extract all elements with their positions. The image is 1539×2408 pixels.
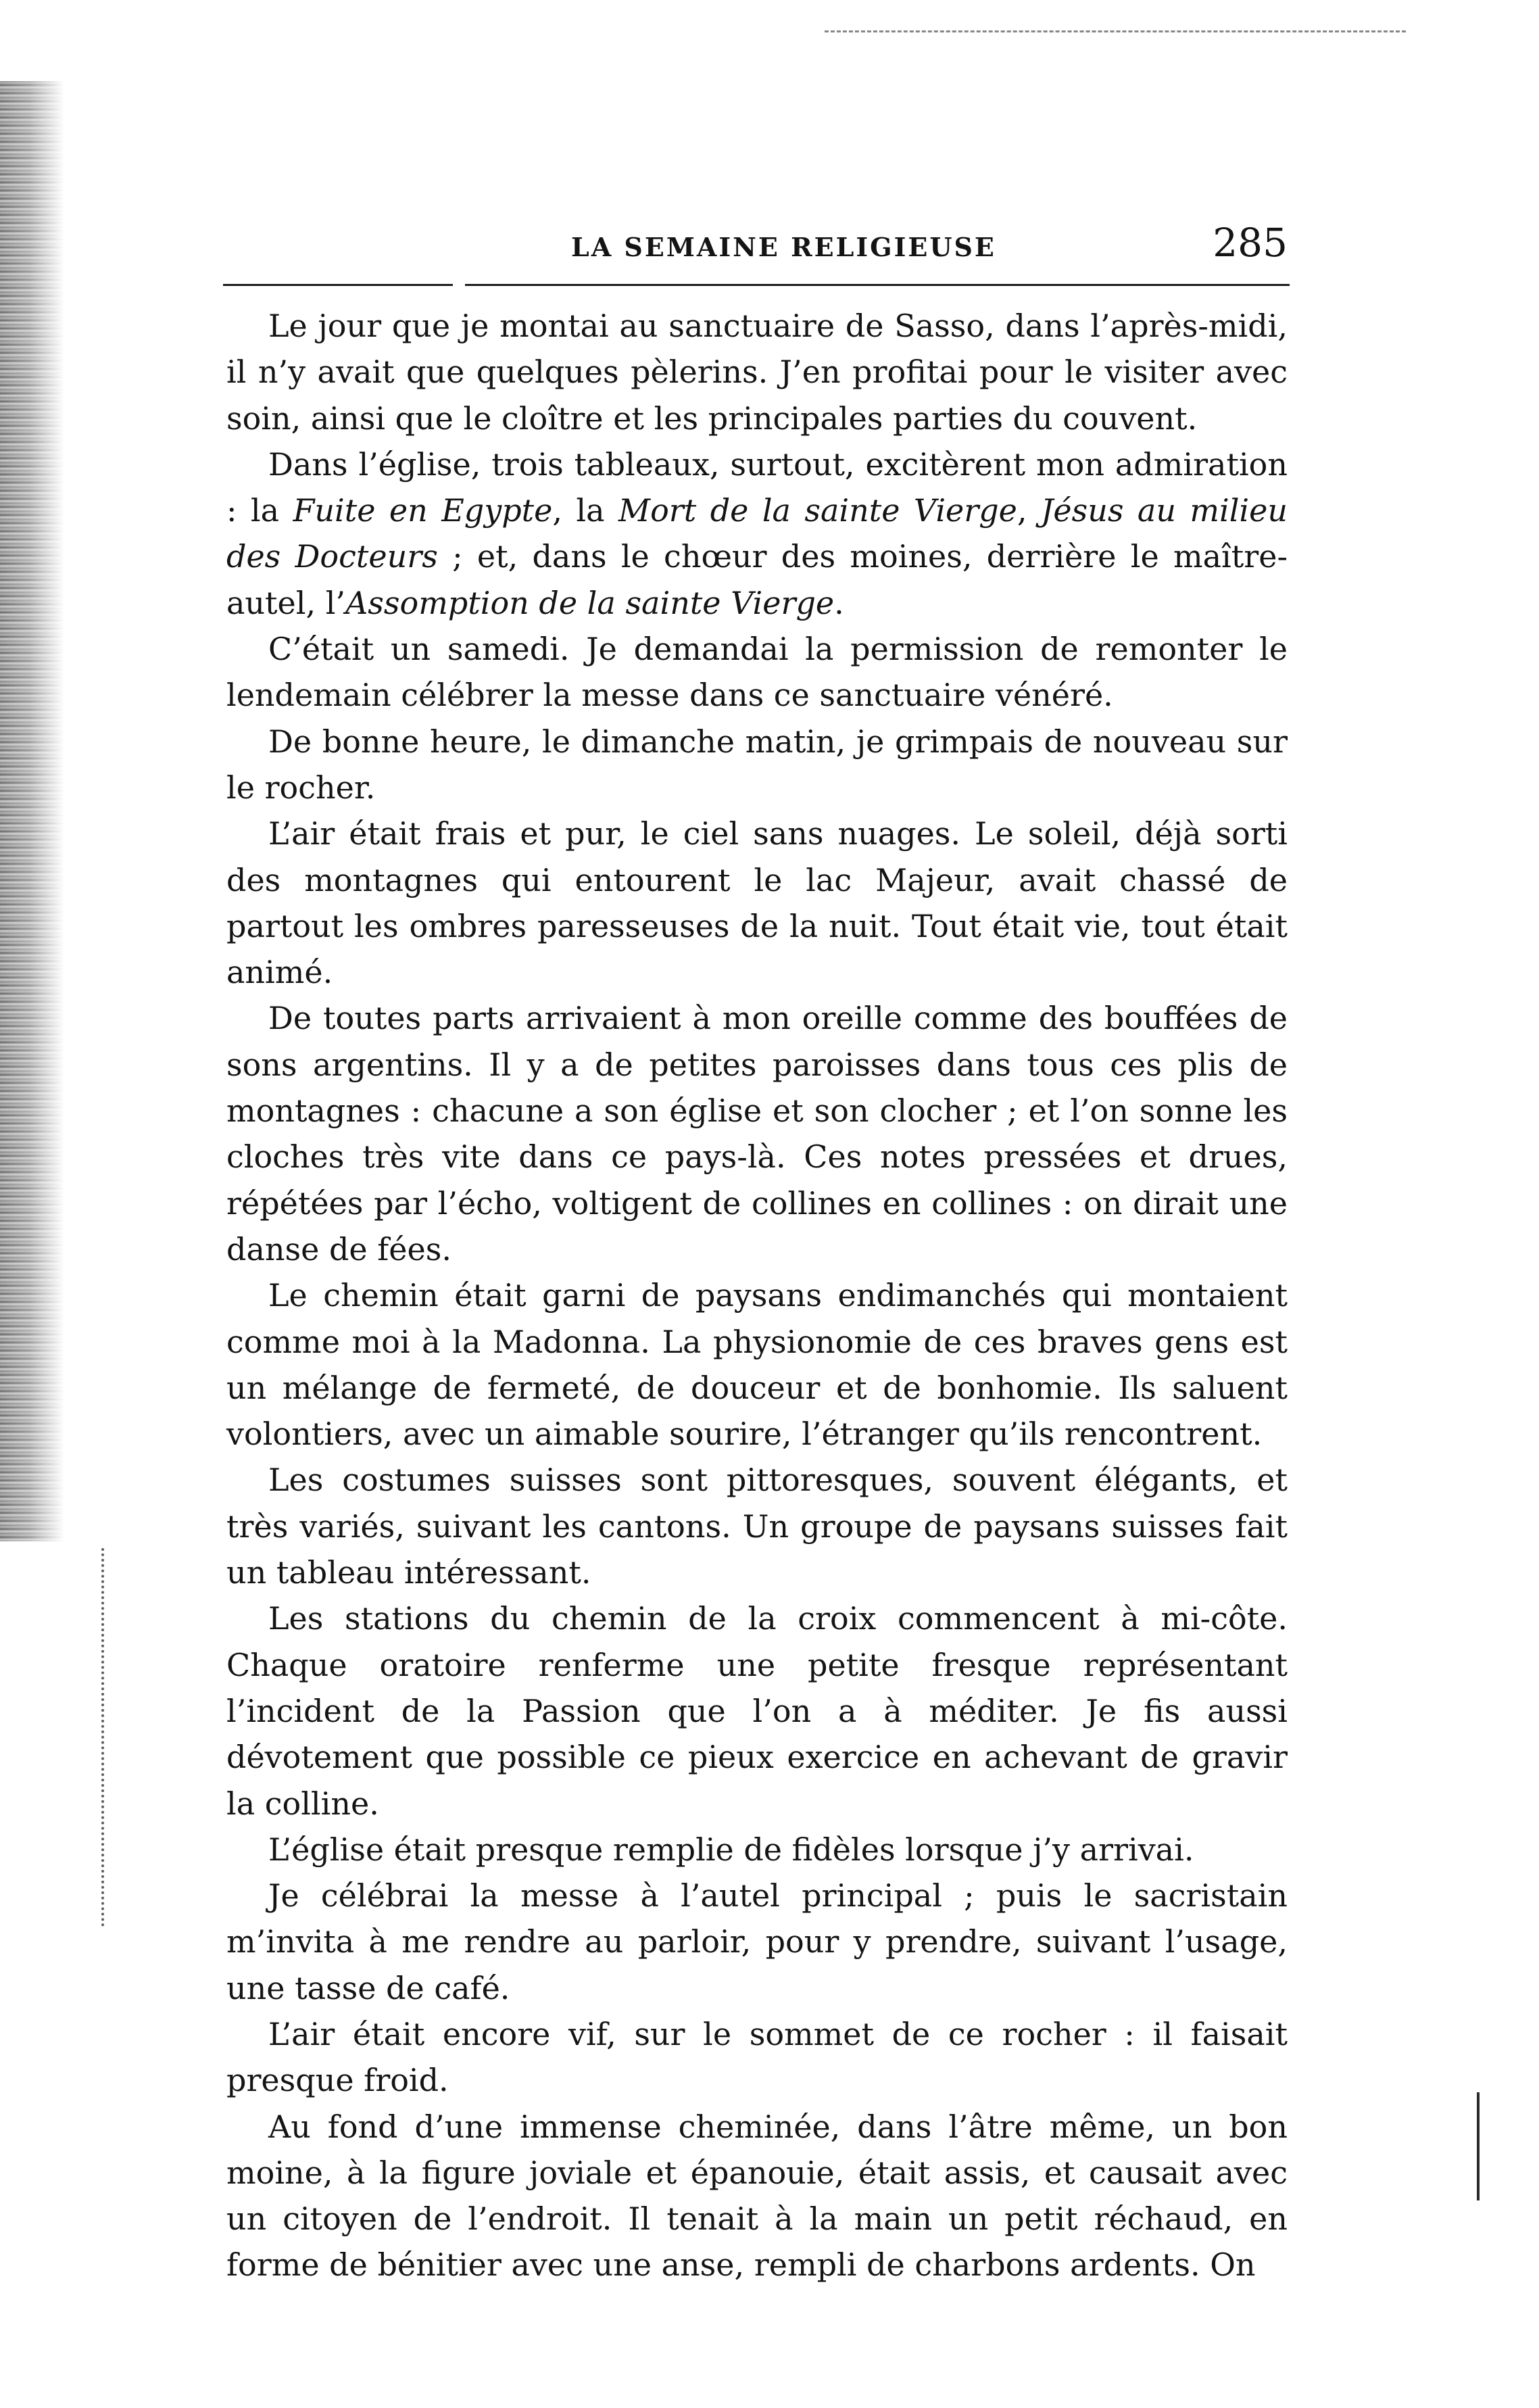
header-rule-right	[465, 284, 1290, 286]
paragraph-church: L’église était presque remplie de fidèles lorsque j’y arrivai.	[268, 1831, 1194, 1868]
paintings-intro: Dans l’église, trois tableaux, surtout, excitèrent mon admiration : la	[226, 446, 1288, 529]
paintings-sep-1: , la	[552, 492, 619, 529]
paragraph-costumes: Les costumes suisses sont pittoresques, souvent élégants, et très variés, suivant les cantons. Un groupe de paysans suisses fait un tableau intéressant.	[226, 1462, 1288, 1591]
paragraph-cold: L’air était encore vif, sur le sommet de ce rocher : il faisait presque froid.	[226, 2015, 1288, 2099]
paintings-end: .	[834, 584, 844, 621]
header-rule-left	[223, 284, 453, 286]
page-number: 285	[1213, 220, 1288, 266]
paragraph-visit: Le jour que je montai au sanctuaire de Sasso, dans l’après-midi, il n’y avait que quelques pèlerins. J’en profitai pour le visiter avec soin, ainsi que le cloître et les principales parties du couvent.	[226, 308, 1288, 437]
running-head	[226, 220, 1288, 274]
painting-title-mort: Mort de la sainte Vierge	[618, 492, 1017, 529]
paragraph-saturday: C’était un samedi. Je demandai la permission de remonter le lendemain célébrer la messe dans ce sanctuaire vénéré.	[226, 631, 1288, 714]
right-margin-mark	[1477, 2092, 1484, 2200]
paragraph-path: Le chemin était garni de paysans endimanchés qui montaient comme moi à la Madonna. La physionomie de ces braves gens est un mélange de fermeté, de douceur et de bonhomie. Ils saluent volontiers, avec un aimable sourire, l’étranger qu’ils rencontrent.	[226, 1277, 1288, 1453]
paintings-sep-2: ,	[1017, 492, 1041, 529]
paragraph-mass: Je célébrai la messe à l’autel principal ; puis le sacristain m’invita à me rendre au parloir, pour y prendre, suivant l’usage, une tasse de café.	[226, 1877, 1288, 2006]
top-edge-artifact	[825, 30, 1406, 32]
page-body	[226, 303, 1288, 2288]
binding-shadow	[0, 81, 64, 1541]
binding-edge-marks	[101, 1548, 108, 1927]
paragraph-stations: Les stations du chemin de la croix commencent à mi-côte. Chaque oratoire renferme une petite fresque représentant l’incident de la Passion que l’on a à méditer. Je fis aussi dévotement que possible ce pieux exercice en achevant de gravir la colline.	[226, 1600, 1288, 1822]
paragraph-air: L’air était frais et pur, le ciel sans nuages. Le soleil, déjà sorti des montagnes qui entourent le lac Majeur, avait chassé de partout les ombres paresseuses de la nuit. Tout était vie, tout était animé.	[226, 815, 1288, 991]
paintings-mid: ; et, dans le chœur des moines, derrière le maître-autel, l’	[226, 538, 1288, 621]
painting-title-assomption: Assomption de la sainte Vierge	[345, 584, 835, 621]
painting-title-fuite: Fuite en Egypte	[293, 492, 553, 529]
paragraph-sunday: De bonne heure, le dimanche matin, je grimpais de nouveau sur le rocher.	[226, 723, 1288, 806]
paragraph-monk: Au fond d’une immense cheminée, dans l’âtre même, un bon moine, à la figure joviale et épanouie, était assis, et causait avec un citoyen de l’endroit. Il tenait à la main un petit réchaud, en forme de bénitier avec une anse, rempli de charbons ardents. On	[226, 2108, 1288, 2284]
running-title: LA SEMAINE RELIGIEUSE	[571, 232, 996, 262]
painting-title-docteurs: Jésus au milieu des Docteurs	[226, 492, 1288, 575]
paragraph-bells: De toutes parts arrivaient à mon oreille comme des bouffées de sons argentins. Il y a de petites paroisses dans tous ces plis de montagnes : chacune a son église et son clocher ; et l’on sonne les cloches très vite dans ce pays-là. Ces notes pressées et drues, répétées par l’écho, voltigent de collines en collines : on dirait une danse de fées.	[226, 1000, 1288, 1268]
paragraph-paintings	[226, 441, 1288, 626]
